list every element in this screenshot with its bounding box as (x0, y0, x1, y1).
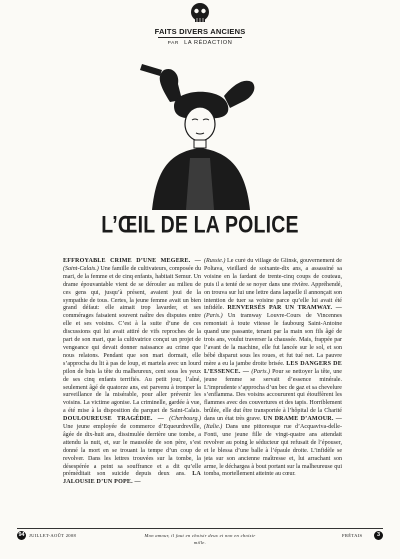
skull-logo-icon (183, 2, 217, 24)
section-rule (158, 37, 242, 38)
section-byline (0, 40, 400, 46)
engraving-woman-icon (112, 62, 286, 210)
article-lead-keyword: UN DRAME D’AMOUR. — (263, 416, 342, 423)
article-place: (Russie.) (204, 258, 226, 264)
footer-motto: Mon amour, il faut en choisir deux et non en choisir mille. (144, 533, 256, 545)
article-place: (Paris.) (204, 313, 223, 320)
article-run: Une famille de cultivateurs, composée du mari, de la femme et de cinq enfants, habitait Semur. Un drame épouvantable vient de se dérouler au milieu de ces gens qui, jusqu’à présent, avaient joui de la sympathie de tous. Certes, la jeune femme avait un bien grand défaut: elle aimait trop lavarder, et ses commérages faisaient souvent naître des disputes entre elle et ses voisins. C’est à la suite d’une de ces discussions qui lui avait attiré de vifs reproches de la part de son mari, que la cultivatrice conçut un projet de vengeance qui devait donner naissance au crime que nous relatons. Pendant que son mari dormait, elle s’approcha du lit à pas de loup, et martela avec un lourd pilon de buis la tête du malheureux, cent sous les yeux de ses cinq enfants terrifiés. Au petit jour, l’aîné, seulement âgé de quatorze ans, est parvenu à tromper la surveillance de la misérable, pour aller prévenir les voisins. La victime agonise. La criminelle, gardée à vue, a été mise à la disposition du parquet de Saint-Calais. (63, 265, 201, 415)
article-lead-keyword: RENVERSÉS PAR UN TRAMWAY. — (227, 305, 342, 312)
footer-rule (17, 528, 383, 529)
article-run: Pour se nettoyer la tête, une jeune femme se servait d’essence minérale. L’imprudente s’approcha d’un bec de gaz et sa chevelure s’enflamma. Des voisins accoururent qui étouffèrent les flammes avec des couvertures et des tapis. Horriblement brûlée, elle dut être transportée à l’hôpital de la Charité dans un état très grave. (204, 368, 342, 423)
article-run: Une jeune employée de commerce d’Equeurdreville, âgée de dix-huit ans, dissimulée derrière une tombe, a attendu la nuit, et, sur le mausolée de son père, s’est donné la mort en se trouant la tempe d’un coup de revolver. Dans les lettres trouvées sur la tombe, la désespérée a peint sa souffrance et a dit qu’elle préméditait son suicide depuis deux ans. (63, 424, 201, 478)
article-text (63, 258, 201, 487)
article-column-left (63, 258, 201, 516)
article-lead-keyword: DOULOUREUSE TRAGÉDIE. — (63, 416, 170, 423)
article-place: (Cherbourg.) (169, 416, 201, 423)
article-lead-keyword: EFFROYABLE CRIME D’UNE MÉGÈRE. — (63, 258, 201, 264)
article-headline: L’ŒIL DE LA POLICE (101, 212, 299, 239)
article-run: Dans une pittoresque rue d’Acquaviva-delle-Fonti, une jeune fille de vingt-quatre ans attendait revolver au poing le séducteur qui refusait de l’épouser, et le blessa d’une balle à l’épaule droite. L’infidèle se jeta sur son ancienne maîtresse et, lui arrachant son arme, le déchargea à bout portant sur la malheureuse qui tomba, mortellement atteinte au cœur. (204, 424, 342, 478)
page-number-right: 3 (374, 531, 383, 540)
article-place: (Paris.) (251, 368, 270, 375)
byline-prefix: PAR (167, 41, 179, 46)
article-place: (Saint-Calais.) (63, 265, 99, 272)
article-run: Le curé du village de Glinsk, gouvernement de Poltava, vieillard de soixante-dix ans, a assassiné sa voisine en la fardant de trente-cinq coups de couteau, puis il a tenté de se noyer dans une rivière. Appréhendé, on trouva sur lui une lettre dans laquelle il annonçait son intention de tuer sa voisine parce qu’elle lui avait été infidèle. (204, 258, 342, 312)
article-lead-keyword: LES DANGERS DE L’ESSENCE. — (204, 360, 342, 375)
article-run: Un tramway Louvre-Cours de Vincennes remontait à toute vitesse le faubourg Saint-Antoine quand une passante, tenant par la main son fils âgé de trois ans, voulut traverser la chaussée. Mais, frappée par l’avant de la machine, elle fut lancée sur le sol, et son bébé disparut sous les roues, et fut tué net. La pauvre mère a eu la jambe droite brisée. (204, 313, 342, 367)
article-lead-keyword: LA JALOUSIE D’UN POPE. — (63, 471, 201, 486)
page-number-left: 94 (18, 532, 25, 538)
article-place: (Italie.) (204, 424, 223, 431)
footer-issue: JUILLET-AOÛT 2008 (29, 533, 77, 538)
byline-name: LA RÉDACTION (184, 40, 233, 46)
article-column-right (204, 258, 342, 516)
section-title: FAITS DIVERS ANCIENS (154, 27, 246, 36)
footer-magazine: FRÉTAIS (342, 533, 363, 538)
article-text (204, 258, 342, 479)
